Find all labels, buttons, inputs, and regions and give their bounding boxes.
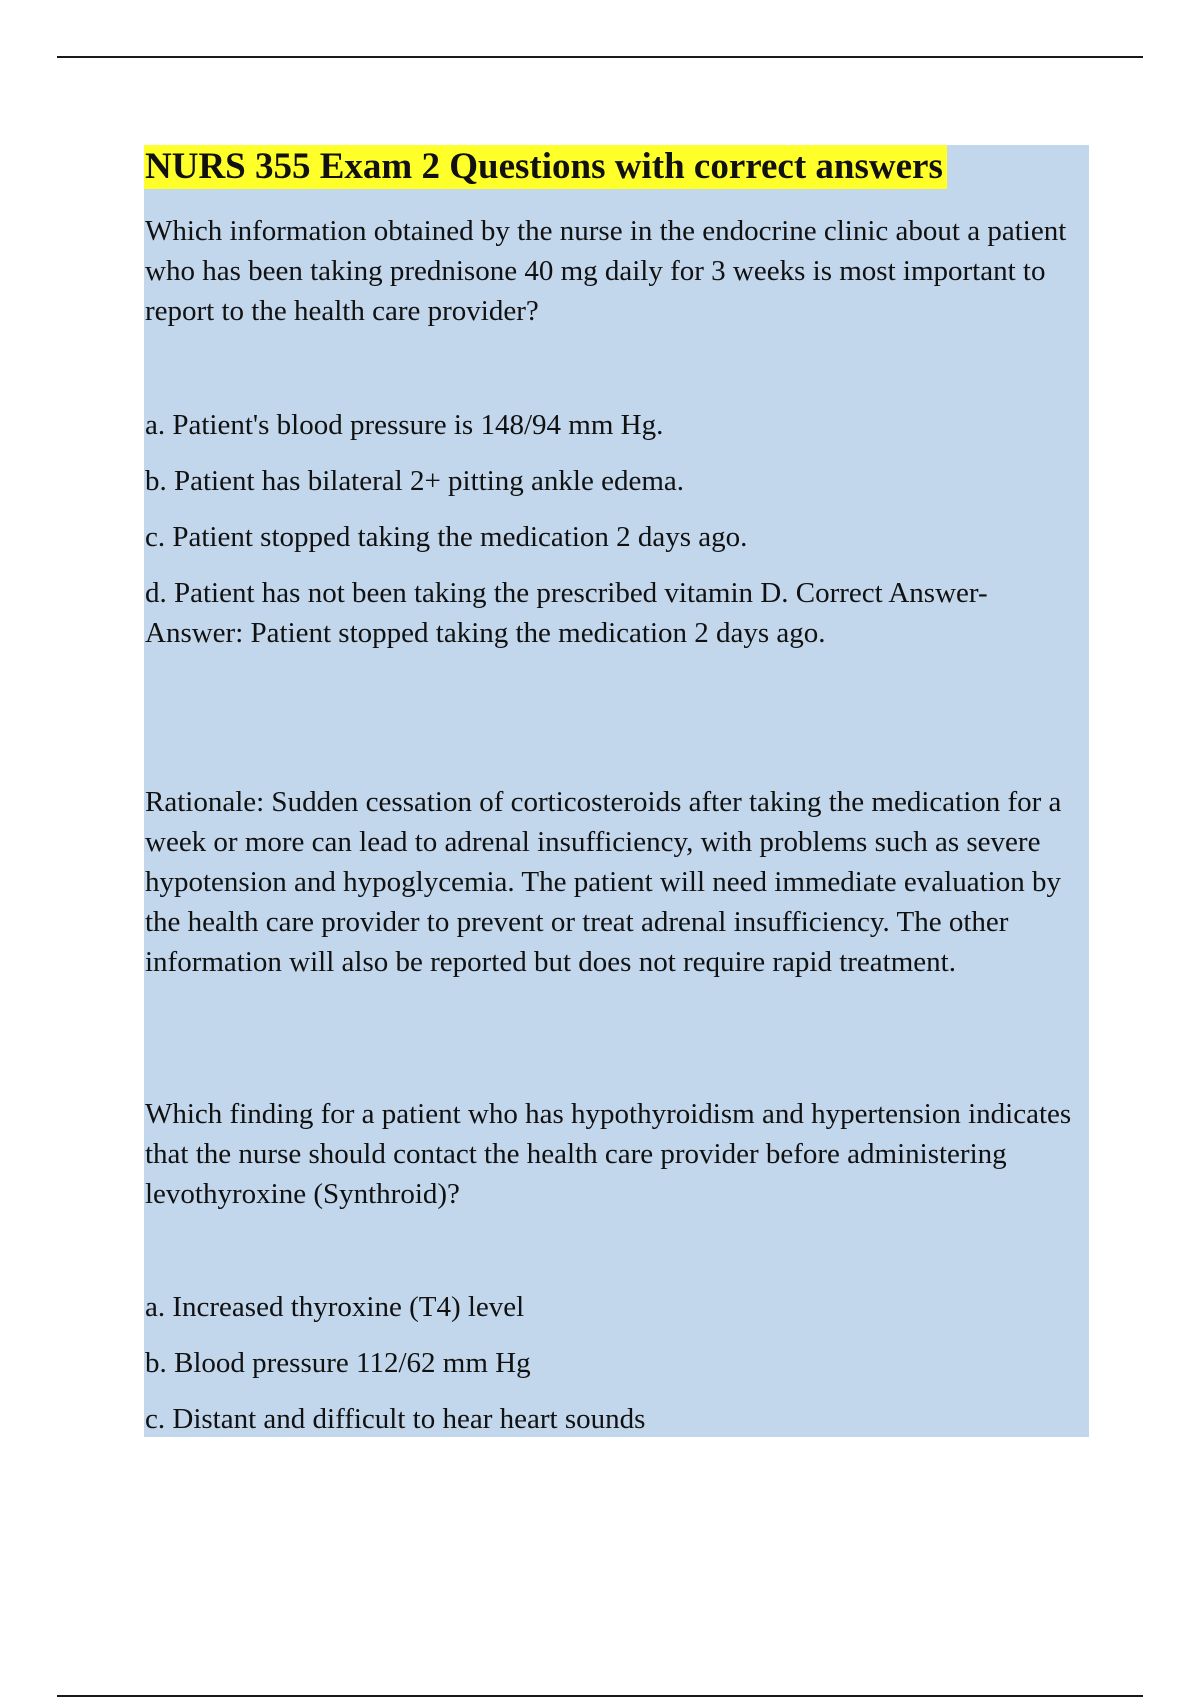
question-2-option-a: a. Increased thyroxine (T4) level bbox=[145, 1291, 525, 1323]
question-1-option-c: c. Patient stopped taking the medication 2 days ago. bbox=[145, 521, 748, 553]
question-1-stem: Which information obtained by the nurse in the endocrine clinic about a patient who has been taking prednisone 40 mg daily for 3 weeks is most important to report to the health care provider? bbox=[145, 215, 1067, 327]
question-2-stem: Which finding for a patient who has hypothyroidism and hypertension indicates that the nurse should contact the health care provider before administering levothyroxine (Synthroid)? bbox=[145, 1098, 1072, 1210]
question-1-option-d: d. Patient has not been taking the prescribed vitamin D. Correct Answer- bbox=[145, 577, 988, 609]
question-1-option-d-block bbox=[145, 573, 1085, 653]
question-1-option-a: a. Patient's blood pressure is 148/94 mm Hg. bbox=[145, 409, 664, 441]
top-rule bbox=[57, 56, 1143, 58]
bottom-rule bbox=[57, 1695, 1143, 1697]
question-2-option-b: b. Blood pressure 112/62 mm Hg bbox=[145, 1347, 531, 1379]
question-1-answer: Answer: Patient stopped taking the medication 2 days ago. bbox=[145, 617, 826, 649]
question-1-rationale: Rationale: Sudden cessation of corticosteroids after taking the medication for a week or more can lead to adrenal insufficiency, with problems such as severe hypotension and hypoglycemia. The patient will need immediate evaluation by the health care provider to prevent or treat adrenal insufficiency. The other information will also be reported but does not require rapid treatment. bbox=[145, 786, 1062, 978]
question-1-option-b: b. Patient has bilateral 2+ pitting ankle edema. bbox=[145, 465, 685, 497]
question-2-option-c: c. Distant and difficult to hear heart sounds bbox=[145, 1403, 646, 1435]
document-body bbox=[144, 145, 1089, 1437]
document-title: NURS 355 Exam 2 Questions with correct answers bbox=[144, 145, 947, 189]
